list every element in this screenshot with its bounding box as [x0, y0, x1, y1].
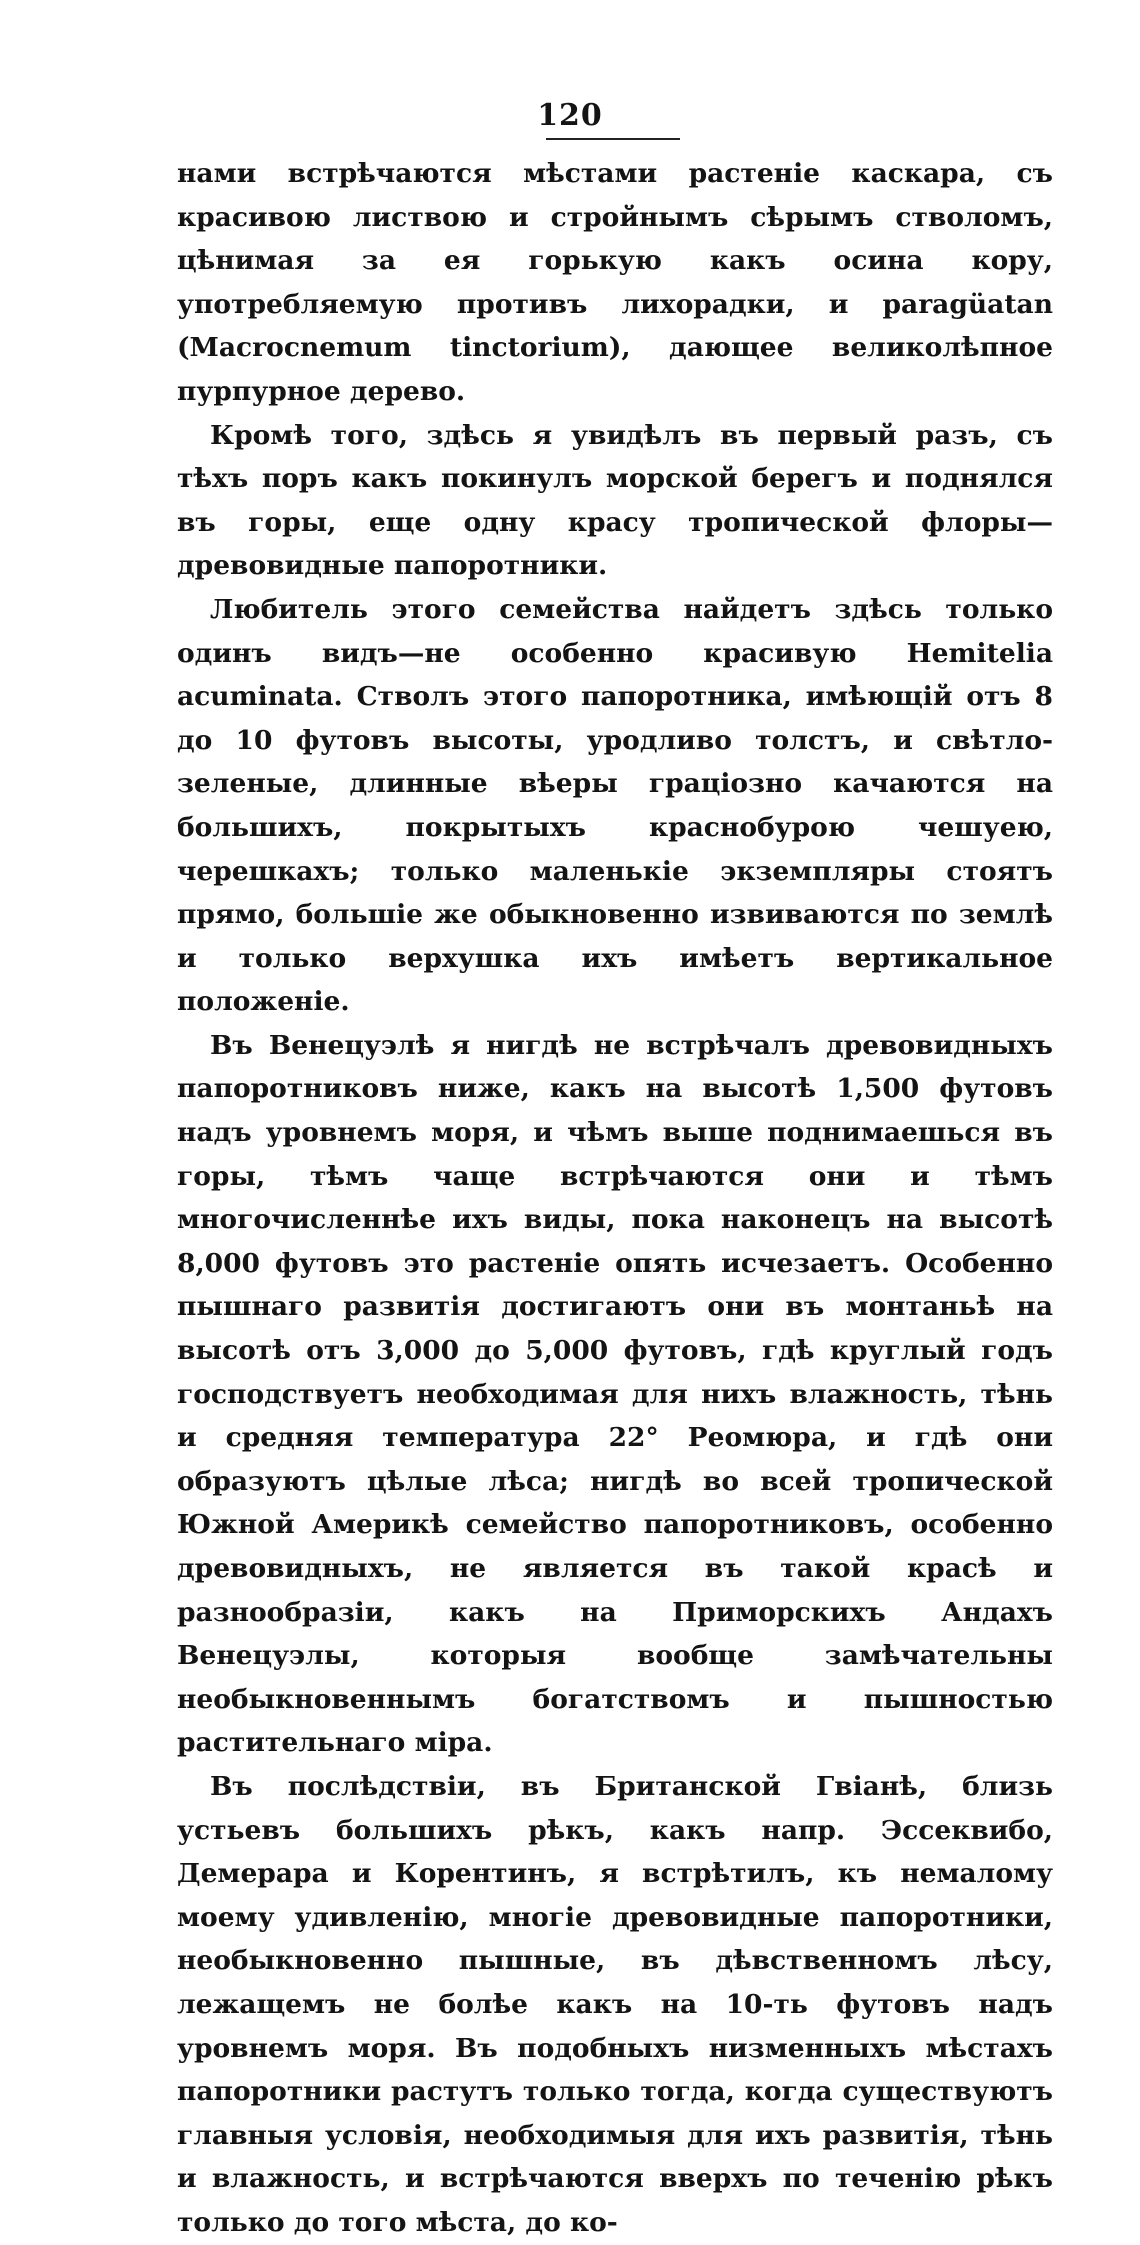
paragraph-4: Въ Венецуэлѣ я нигдѣ не встрѣчалъ древовидныхъ папоротниковъ ниже, какъ на высотѣ 1,500 футовъ надъ уровнемъ моря, и чѣмъ выше поднимаешься въ горы, тѣмъ чаще встрѣчаются они и тѣмъ многочисленнѣе ихъ виды, пока наконецъ на высотѣ 8,000 футовъ это растеніе опять исчезаетъ. Особенно пышнаго развитія достигаютъ они въ монтаньѣ на высотѣ отъ 3,000 до 5,000 футовъ, гдѣ круглый годъ господствуетъ необходимая для нихъ влажность, тѣнь и средняя температура 22° Реомюра, и гдѣ они образуютъ цѣлые лѣса; нигдѣ во всей тропической Южной Америкѣ семейство папоротниковъ, особенно древовидныхъ, не является въ такой красѣ и разнообразіи, какъ на Приморскихъ Андахъ Венецуэлы, которыя вообще замѣчательны необыкновеннымъ богатствомъ и пышностью растительнаго міра.: [177, 1029, 1053, 1759]
paragraph-5: Въ послѣдствіи, въ Британской Гвіанѣ, близь устьевъ большихъ рѣкъ, какъ напр. Эссеквибо, Демерара и Корентинъ, я встрѣтилъ, къ немалому моему удивленію, многіе древовидные папоротники, необыкновенно пышные, въ дѣвственномъ лѣсу, лежащемъ не болѣе какъ на 10-ть футовъ надъ уровнемъ моря. Въ подобныхъ низменныхъ мѣстахъ папоротники растутъ только тогда, когда существуютъ главныя условія, необходимыя для ихъ развитія, тѣнь и влажность, и встрѣчаются вверхъ по теченію рѣкъ только до того мѣста, до ко-: [177, 1770, 1053, 2238]
paragraph-1: нами встрѣчаются мѣстами растеніе каскара, съ красивою листвою и стройнымъ сѣрымъ стволомъ, цѣнимая за ея горькую какъ осина кору, употребляемую противъ лихорадки, и paragüatan (Macrocnemum tinctorium), дающее великолѣпное пурпурное дерево.: [177, 158, 1053, 407]
body-text: [177, 152, 1053, 2245]
paragraph-2: Кромѣ того, здѣсь я увидѣлъ въ первый разъ, съ тѣхъ поръ какъ покинулъ морской берегъ и поднялся въ горы, еще одну красу тропической флоры—древовидные папоротники.: [177, 419, 1053, 582]
paragraph-3: Любитель этого семейства найдетъ здѣсь только одинъ видъ—не особенно красивую Hemitelia acuminata. Стволъ этого папоротника, имѣющій отъ 8 до 10 футовъ высоты, уродливо толстъ, и свѣтло-зеленые, длинные вѣеры граціозно качаются на большихъ, покрытыхъ краснобурою чешуею, черешкахъ; только маленькіе экземпляры стоятъ прямо, большіе же обыкновенно извиваются по землѣ и только верхушка ихъ имѣетъ вертикальное положеніе.: [177, 593, 1053, 1018]
header-rule: [546, 138, 680, 140]
page-number: 120: [537, 98, 603, 133]
